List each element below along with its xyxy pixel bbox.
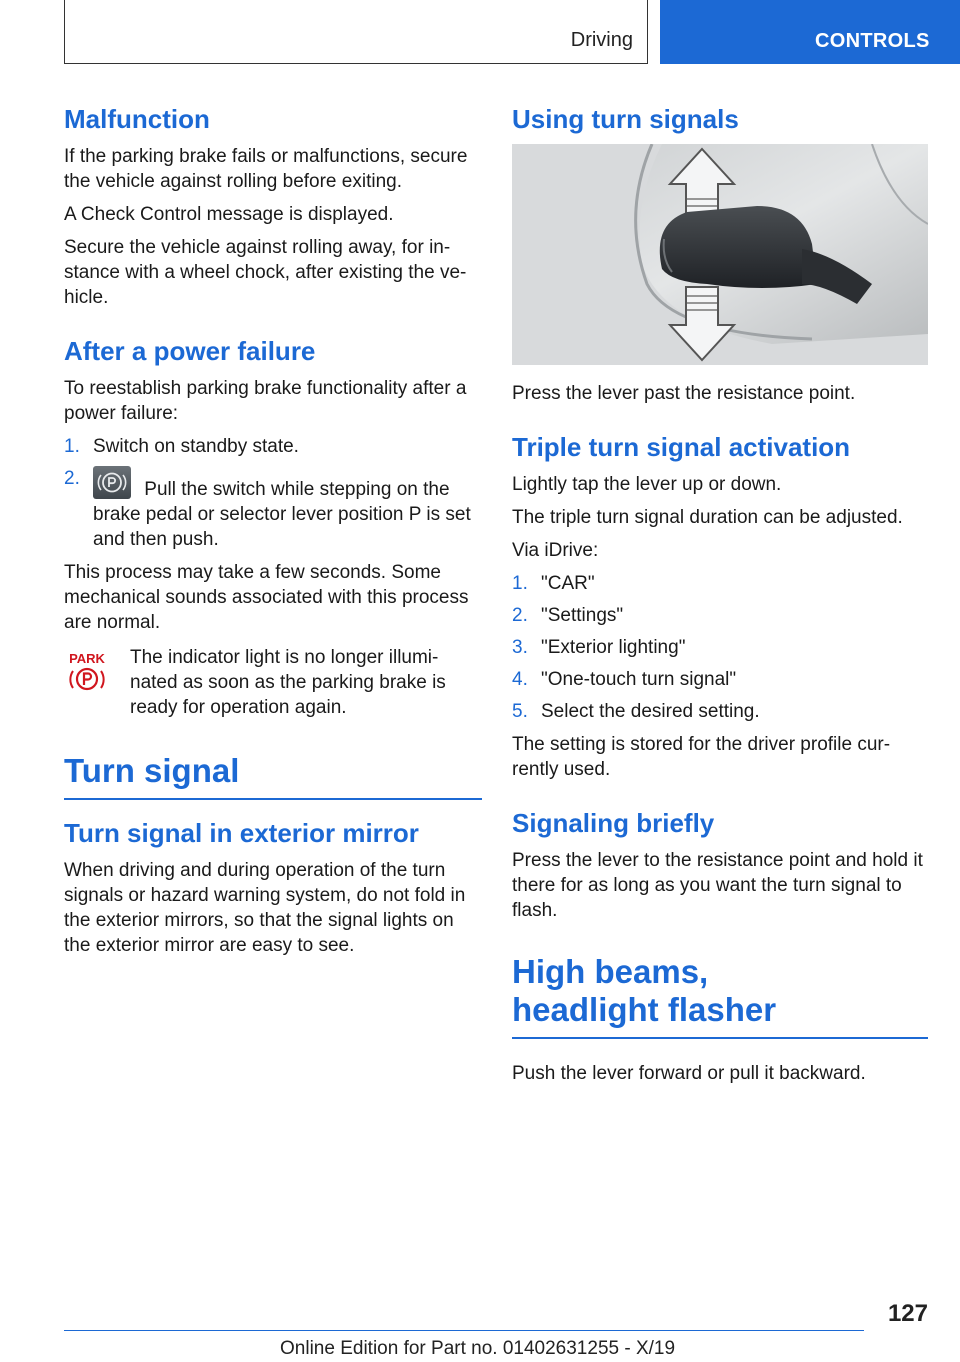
step-text: Select the desired setting. xyxy=(541,701,760,722)
triple-paragraph-2: The triple turn signal duration can be adjusted. xyxy=(512,507,903,528)
right-column xyxy=(512,100,928,1094)
step-number: 4. xyxy=(512,669,528,690)
step-number: 2. xyxy=(64,468,80,489)
header-chapter-tab xyxy=(660,0,960,64)
parking-brake-switch-icon xyxy=(93,466,131,499)
mirror-text: When driving and during operation of the turn signals or hazard warning system, do not fold in the exterior mirrors, so that the signal lights on the exterior mirror are easy to see. xyxy=(64,860,466,956)
signaling-briefly-text: Press the lever to the resistance point and hold it there for as long as you want the turn signal to flash. xyxy=(512,850,923,921)
list-item xyxy=(512,667,928,692)
list-item xyxy=(512,603,928,628)
indicator-note xyxy=(64,645,482,720)
indicator-text: The indicator light is no longer illumi-nated as soon as the parking brake is ready for operation again. xyxy=(130,647,446,718)
step-number: 2. xyxy=(512,605,528,626)
step-number: 1. xyxy=(64,436,80,457)
mirror-heading: Turn signal in exterior mirror xyxy=(64,818,419,848)
list-item xyxy=(512,635,928,660)
signaling-briefly-heading: Signaling briefly xyxy=(512,808,715,838)
power-failure-steps xyxy=(64,434,482,552)
turn-signal-heading: Turn signal xyxy=(64,752,482,800)
using-turn-signals-heading: Using turn signals xyxy=(512,104,739,134)
header-section-box xyxy=(64,0,648,64)
high-beams-text: Push the lever forward or pull it backward. xyxy=(512,1063,866,1084)
step-text: Switch on standby state. xyxy=(93,436,299,457)
malfunction-paragraph-1: If the parking brake fails or malfunctions, secure the vehicle against rolling before exiting. xyxy=(64,146,468,192)
turn-signal-lever-photo xyxy=(512,144,928,365)
triple-paragraph-3: Via iDrive: xyxy=(512,540,599,561)
triple-paragraph-4: The setting is stored for the driver profile cur-rently used. xyxy=(512,734,891,780)
malfunction-paragraph-3: Secure the vehicle against rolling away, for in-stance with a wheel chock, after existing the ve-hicle. xyxy=(64,237,467,308)
idrive-steps xyxy=(512,571,928,724)
power-failure-intro: To reestablish parking brake functionality after a power failure: xyxy=(64,378,467,424)
header-section-title: Driving xyxy=(570,29,633,51)
list-item xyxy=(512,571,928,596)
edition-text: Online Edition for Part no. 01402631255 - X/19 xyxy=(280,1338,676,1359)
step-text: "One-touch turn signal" xyxy=(541,669,737,690)
power-failure-note: This process may take a few seconds. Some mechanical sounds associated with this process are normal. xyxy=(64,562,469,633)
step-number: 1. xyxy=(512,573,528,594)
park-indicator-icon xyxy=(64,645,130,720)
triple-paragraph-1: Lightly tap the lever up or down. xyxy=(512,474,782,495)
header-chapter-title: CONTROLS xyxy=(815,30,930,52)
triple-turn-heading: Triple turn signal activation xyxy=(512,432,851,462)
high-beams-heading xyxy=(512,953,928,1039)
list-item xyxy=(512,699,928,724)
footer-divider xyxy=(64,1330,864,1331)
malfunction-paragraph-2: A Check Control message is displayed. xyxy=(64,204,394,225)
high-beams-heading-line-1: High beams, xyxy=(512,953,709,990)
step-text: "CAR" xyxy=(541,573,595,594)
step-text: "Settings" xyxy=(541,605,624,626)
high-beams-heading-line-2: headlight flasher xyxy=(512,991,777,1028)
park-indicator-label: PARK xyxy=(69,651,105,666)
using-turn-signals-caption: Press the lever past the resistance point. xyxy=(512,383,856,404)
step-number: 5. xyxy=(512,701,528,722)
left-column xyxy=(64,100,482,966)
power-failure-heading: After a power failure xyxy=(64,336,316,366)
step-text: "Exterior lighting" xyxy=(541,637,686,658)
page-number: 127 xyxy=(887,1300,928,1327)
list-item xyxy=(64,466,482,552)
malfunction-heading: Malfunction xyxy=(64,104,210,134)
step-number: 3. xyxy=(512,637,528,658)
step-text: Pull the switch while stepping on the brake pedal or selector lever position P is set and then push. xyxy=(93,479,471,550)
list-item xyxy=(64,434,482,459)
